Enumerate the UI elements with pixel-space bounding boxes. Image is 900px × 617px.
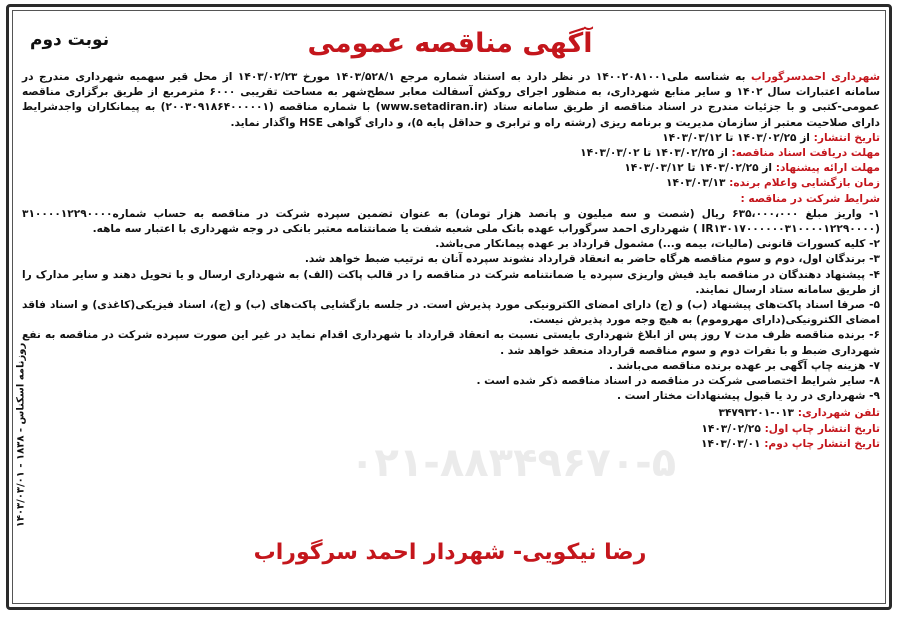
condition-item: ۴- پیشنهاد دهندگان در مناقصه باید فیش واریزی سپرده یا ضمانتنامه شرکت در مناقصه را در قالب پاکت (الف) به شهرداری ارسال و یا تحویل دهند و سایر مدارک را از طریق سامانه ستاد ارسال نمایند.: [22, 268, 880, 296]
condition-item: ۸- سایر شرایط اختصاصی شرکت در مناقصه در اسناد مناقصه ذکر شده است .: [476, 375, 880, 388]
condition-item: ۲- کلیه کسورات قانونی (مالیات، بیمه و...) مشمول قرارداد بر عهده پیمانکار می‌باشد.: [435, 238, 880, 251]
condition-item: ۱- واریز مبلغ ۶۳۵،۰۰۰،۰۰۰ ریال (شصت و سه میلیون و پانصد هزار تومان) به عنوان تضمین سپرده شرکت در مناقصه به حساب شماره۳۱۰۰۰۰۱۲۲۹۰۰۰۰ (IR۱۳۰۱۷۰۰۰۰۰۰۳۱۰۰۰۰۱۲۲۹۰۰۰۰ ) شهرداری احمد سرگوراب عهده بانک ملی شعبه شفت یا ضمانتنامه معتبر بانکی در وجه شهرداری با اعتبار سه ماهه.: [22, 207, 880, 236]
notice-body: [22, 70, 880, 452]
intro-paragraph: [22, 70, 880, 131]
date-label: زمان بازگشایی واعلام برنده:: [729, 177, 880, 190]
condition-item: ۶- برنده مناقصه ظرف مدت ۷ روز پس از ابلاغ شهرداری بایستی نسبت به انعقاد قرارداد با شهرداری اقدام نماید در غیر این صورت سپرده شرکت در مناقصه به نفع شهرداری ضبط و با نفرات دوم و سوم مناقصه قرارداد منعقد خواهد شد .: [22, 329, 880, 357]
footer-row: [22, 406, 880, 421]
conditions-heading: شرایط شرکت در مناقصه :: [740, 192, 880, 205]
side-stamp-text: روزنامه اسکناس - ۱۸۳۸ - ۱۴۰۳/۰۳/۰۱: [15, 342, 27, 528]
footer-value: ۱۴۰۳/۰۳/۰۱: [701, 437, 765, 450]
footer-row: [22, 437, 880, 452]
footer-value: ۱۴۰۳/۰۲/۲۵: [701, 422, 765, 435]
date-row: [22, 161, 880, 176]
condition-item: ۳- برندگان اول، دوم و سوم مناقصه هرگاه حاضر به انعقاد قرارداد نشوند سپرده آنان به ترتیب ضبط خواهد شد.: [304, 253, 880, 266]
date-row: [22, 131, 880, 146]
notice-title: آگهی مناقصه عمومی: [307, 28, 593, 59]
intro-text: به شناسه ملی۱۴۰۰۲۰۸۱۰۰۱ در نظر دارد به استناد شماره مرجع ۱۴۰۳/۵۲۸/۱ مورخ ۱۴۰۳/۰۲/۲۳ از محل قیر سهمیه شهرداری مندرج در سامانه اعتبارات سال ۱۴۰۲ و سایر منابع شهرداری، به منظور اجرای روکش آسفالت معابر سطح‌شهر به مساحت تقریبی ۶۰۰۰ مترمربع از طریق برگزاری مناقصه عمومی-کتبی و با جزئیات مندرج در اسناد مناقصه از طریق سامانه ستاد (www.setadiran.ir) با شماره مناقصه (۲۰۰۳۰۹۱۸۶۴۰۰۰۰۰۱) به پیمانکاران واجدشرایط دارای صلاحیت معتبر از سازمان مدیریت و برنامه ریزی (رشته راه و ترابری و حداقل پایه ۵)، و دارای گواهی HSE واگذار نماید.: [22, 71, 880, 129]
date-row: [22, 146, 880, 161]
date-value: از ۱۴۰۳/۰۲/۲۵ تا ۱۴۰۳/۰۳/۱۲: [624, 162, 776, 175]
date-label: مهلت ارائه پیشنهاد:: [775, 162, 880, 175]
organization-name: شهرداری احمدسرگوراب: [750, 71, 880, 83]
date-value: ۱۴۰۳/۰۳/۱۳: [666, 177, 730, 190]
date-value: از ۱۴۰۳/۰۲/۲۵ تا ۱۴۰۳/۰۳/۰۲: [580, 147, 732, 160]
newspaper-side-stamp: [10, 300, 32, 570]
date-label: تاریخ انتشار:: [813, 131, 880, 144]
condition-item: ۵- صرفا اسناد پاکت‌های پیشنهاد (ب) و (ج) دارای امضای الکترونیکی مورد پذیرش است. در جلسه بازگشایی پاکت‌های (ب) و (ج)، اسناد فیزیکی(کاغذی) و اسناد فاقد امضای الکترونیکی(دارای مهروموم) به هیچ وجه مورد پذیرش نیست.: [22, 299, 880, 327]
condition-item: ۹- شهرداری در رد یا قبول پیشنهادات مختار است .: [616, 390, 880, 403]
condition-item: ۷- هزینه چاپ آگهی بر عهده برنده مناقصه می‌باشد .: [608, 359, 880, 372]
round-label: نوبت دوم: [30, 30, 110, 50]
date-row: [22, 176, 880, 191]
date-value: از ۱۴۰۳/۰۲/۲۵ تا ۱۴۰۳/۰۳/۱۲: [662, 131, 814, 144]
date-label: مهلت دریافت اسناد مناقصه:: [731, 147, 880, 160]
phone-watermark: ۰۲۱-۸۸۳۴۹۶۷۰-۵: [350, 440, 677, 486]
footer-label: تاریخ انتشار چاپ دوم:: [764, 437, 880, 450]
footer-label: تلفن شهرداری:: [797, 407, 880, 420]
footer-row: [22, 422, 880, 437]
footer-label: تاریخ انتشار چاپ اول:: [764, 422, 880, 435]
footer-value: ۰۱۳-۳۴۷۹۳۲۰۱: [718, 407, 798, 420]
mayor-signature: رضا نیکویی- شهردار احمد سرگوراب: [253, 540, 647, 565]
footer-info: [22, 406, 880, 452]
